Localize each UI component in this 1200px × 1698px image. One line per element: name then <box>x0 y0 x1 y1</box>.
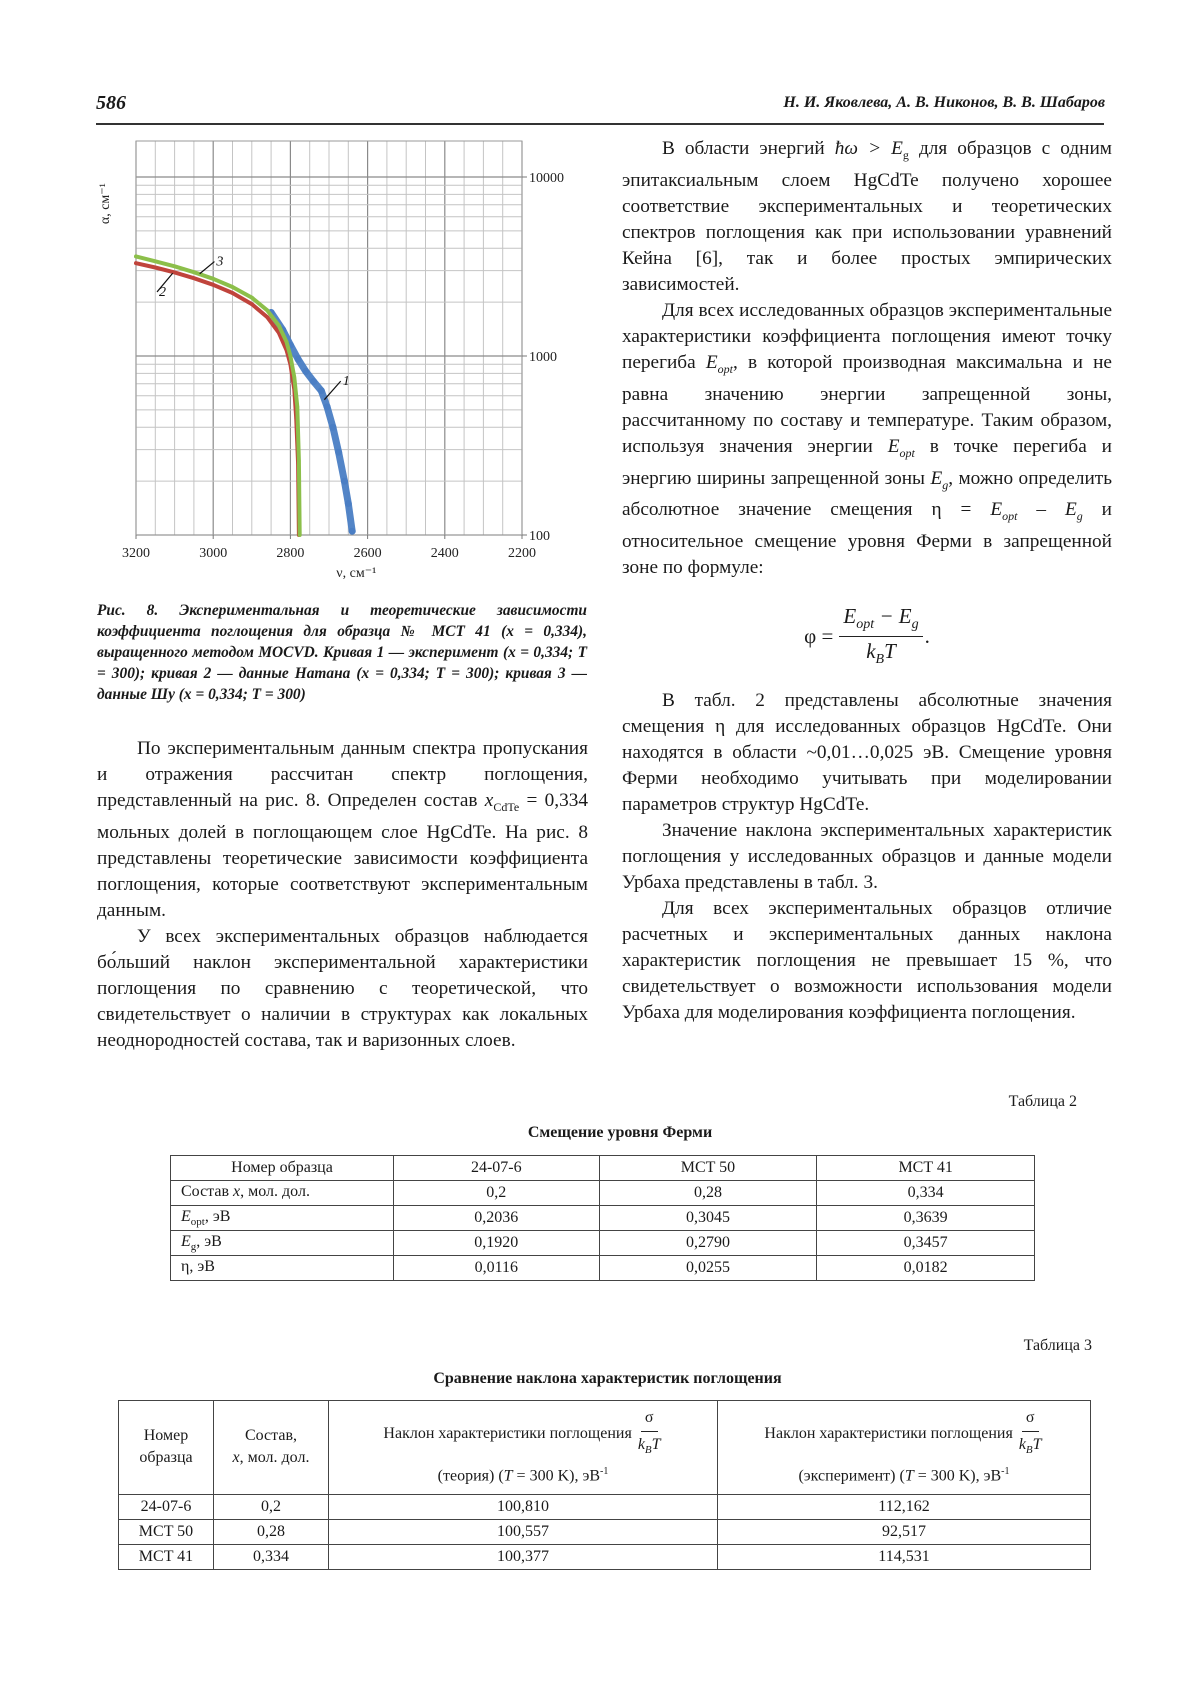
subscript: g <box>902 147 909 162</box>
page-number: 586 <box>96 92 126 114</box>
row-label <box>171 1181 394 1206</box>
variable: E <box>181 1232 191 1250</box>
text-run: Наклон характеристики поглощения <box>383 1424 632 1442</box>
data-point <box>302 368 309 375</box>
table-row <box>119 1494 1091 1519</box>
text-run: = 300 K), эВ <box>512 1467 600 1485</box>
text-run: – <box>1017 499 1065 521</box>
var-E: − E <box>874 604 912 629</box>
subscript: B <box>644 1444 652 1457</box>
subscript: g <box>190 1241 197 1254</box>
paragraph: Для всех экспериментальных образцов отличие расчетных и экспериментальных данных наклона характеристик поглощения не превышает 15 %, что свидетельствует о возможности использования модели Урбаха для моделирования коэффициента поглощения. <box>622 898 1112 1023</box>
data-point <box>154 266 158 270</box>
paragraph <box>622 298 1112 581</box>
table3-label: Таблица 3 <box>1023 1337 1092 1354</box>
text-run: Состав <box>181 1182 234 1200</box>
data-point <box>329 424 336 431</box>
right-column-top <box>622 136 1112 581</box>
y-axis-label: α, см⁻¹ <box>98 183 113 225</box>
var-E: E <box>705 351 718 373</box>
text-run: (эксперимент) ( <box>798 1467 905 1485</box>
formula-numerator <box>839 604 922 636</box>
subscript: B <box>1025 1444 1033 1457</box>
table-header-cell <box>718 1401 1091 1495</box>
table-cell-x: 0,28 <box>214 1519 329 1544</box>
paragraph: Значение наклона экспериментальных характеристик поглощения у исследованных образцов и данные модели Урбаха представлены в табл. 3. <box>622 820 1112 893</box>
data-point <box>297 459 301 463</box>
formula-lhs: φ = <box>804 623 834 648</box>
data-point <box>173 265 177 269</box>
text-run: , мол. дол. <box>240 1182 310 1200</box>
x-tick-label: 3200 <box>122 546 150 561</box>
data-point <box>349 528 356 535</box>
fraction-sigma-kbt <box>1019 1407 1042 1461</box>
var-T: T <box>904 1467 914 1485</box>
text-run: , мол. дол. <box>239 1449 310 1467</box>
text-run: По экспериментальным данным спектра пропускания и отражения рассчитан спектр поглощения, представленный на рис. 8. Определен состав <box>97 738 588 811</box>
frac-den <box>638 1432 661 1461</box>
y-tick-label: 10000 <box>529 171 564 186</box>
data-point <box>335 449 342 456</box>
table-cell-theory: 100,557 <box>329 1519 718 1544</box>
text-run: Состав, <box>244 1427 297 1445</box>
subscript: opt <box>856 617 875 633</box>
variable-x: x <box>484 790 494 811</box>
math-expression: ħω > E <box>834 138 903 159</box>
data-point <box>318 387 325 394</box>
chart-axes <box>98 171 564 581</box>
table-cell: 0,2036 <box>394 1206 600 1231</box>
data-point <box>277 324 281 328</box>
var-k: k <box>1018 1436 1026 1453</box>
chart-grid <box>136 141 522 535</box>
data-point <box>211 283 215 287</box>
table-row <box>171 1256 1035 1281</box>
subscript: opt <box>717 361 733 376</box>
table-cell-sample: MCT 50 <box>119 1519 214 1544</box>
frac-num: σ <box>641 1407 658 1432</box>
table3-title: Сравнение наклона характеристик поглощения <box>433 1370 782 1387</box>
x-tick-label: 2200 <box>508 546 536 561</box>
data-point <box>250 296 254 300</box>
y-tick-label: 1000 <box>529 350 557 365</box>
var-T: T <box>503 1467 513 1485</box>
data-point <box>154 260 158 264</box>
table2-title: Смещение уровня Ферми <box>527 1124 713 1141</box>
table-row <box>119 1544 1091 1569</box>
var-E: E <box>843 604 857 629</box>
table-cell: 0,1920 <box>394 1231 600 1256</box>
paragraph: У всех экспериментальных образцов наблюдается бо́льший наклон экспериментальной характеристики поглощения по сравнению с теоретической, что свидетельствует о наличии в структурах как локальных неоднородностей состава, так и варизонных слоев. <box>97 925 588 1051</box>
data-point <box>250 302 254 306</box>
subscript: g <box>1076 509 1083 524</box>
fraction-sigma-kbt <box>638 1407 661 1461</box>
curve-label-1: 1 <box>342 374 350 390</box>
table-header-cell <box>329 1401 718 1495</box>
table3 <box>118 1400 1091 1570</box>
table-cell: 0,3639 <box>817 1206 1035 1231</box>
data-point <box>324 403 331 410</box>
superscript: -1 <box>600 1466 609 1478</box>
variable: E <box>181 1207 191 1225</box>
var-E: E <box>990 499 1003 521</box>
data-point <box>231 291 235 295</box>
text-run: , можно определить абсолютное значение смещения η = <box>622 467 1112 521</box>
table-row <box>171 1181 1035 1206</box>
table-cell-x: 0,334 <box>214 1544 329 1569</box>
var-E: E <box>887 435 900 457</box>
data-point <box>289 354 293 358</box>
table-header-row <box>171 1156 1035 1181</box>
subscript: opt <box>899 445 915 460</box>
text-run: , эВ <box>204 1207 231 1225</box>
left-column <box>97 736 588 1054</box>
table-cell: 0,0116 <box>394 1256 600 1281</box>
data-point <box>298 533 302 537</box>
data-point <box>134 255 138 259</box>
text-run: (теория) ( <box>437 1467 504 1485</box>
text-run: = 0,334 мольных долей в поглощающем слое HgCdTe. На рис. 8 представлены теоретические зависимости коэффициента поглощения, которые соответствуют экспериментальным данным. <box>97 790 588 921</box>
table-cell: 0,0255 <box>599 1256 817 1281</box>
x-tick-label: 3000 <box>199 546 228 561</box>
table-cell: 0,3045 <box>599 1206 817 1231</box>
table2 <box>170 1155 1035 1281</box>
row-label <box>171 1256 394 1281</box>
series-line-2 <box>136 263 299 535</box>
table-row <box>119 1519 1091 1544</box>
table-row <box>171 1231 1035 1256</box>
table-cell-x: 0,2 <box>214 1494 329 1519</box>
data-point <box>285 340 289 344</box>
subscript: opt <box>1002 509 1018 524</box>
text-run: Наклон характеристики поглощения <box>764 1424 1013 1442</box>
x-tick-label: 2600 <box>353 546 382 561</box>
var-T: T <box>651 1436 661 1453</box>
table-cell: 0,3457 <box>817 1231 1035 1256</box>
figure-caption: Рис. 8. Экспериментальная и теоретические зависимости коэффициента поглощения для образца № MCT 41 (x = 0,334), выращенного методом MOCVD. Кривая 1 — эксперимент (x = 0,334; T = 300); кривая 2 — данные Натана (x = 0,334; T = 300); кривая 3 — данные Шу (x = 0,334; T = 300) <box>97 602 587 703</box>
x-axis-label: ν, см⁻¹ <box>336 566 377 581</box>
formula-denominator <box>866 637 896 668</box>
var-k: k <box>637 1436 645 1453</box>
subscript: g <box>911 617 919 633</box>
table-header-row <box>119 1401 1091 1495</box>
var-T: T <box>1032 1436 1042 1453</box>
table-cell: 0,0182 <box>817 1256 1035 1281</box>
data-point <box>310 378 317 385</box>
var-T: T <box>884 638 896 663</box>
var-E: E <box>1064 499 1077 521</box>
annotation-leader <box>200 262 215 274</box>
table-header-cell: MCT 50 <box>599 1156 817 1181</box>
table-cell: 0,2 <box>394 1181 600 1206</box>
table-header-cell: 24-07-6 <box>394 1156 600 1181</box>
subscript: B <box>875 651 885 667</box>
absorption-chart <box>82 130 602 590</box>
row-label <box>171 1206 394 1231</box>
data-point <box>192 276 196 280</box>
running-head-authors: Н. И. Яковлева, А. В. Никонов, В. В. Шабаров <box>783 94 1105 111</box>
var-x: x <box>232 1449 240 1467</box>
text-run: для образцов с одним эпитаксиальным слоем HgCdTe получено хорошее соответствие экспериментальных и теоретических спектров поглощения как при использовании уравнений Кейна [6], так и более простых эмпирических зависимостей. <box>622 138 1112 295</box>
subscript: opt <box>190 1216 205 1229</box>
table-row <box>171 1206 1035 1231</box>
table-cell-sample: 24-07-6 <box>119 1494 214 1519</box>
formula-fraction <box>839 604 922 667</box>
data-point <box>292 376 296 380</box>
data-point <box>211 277 215 281</box>
paragraph <box>622 136 1112 298</box>
x-tick-label: 2400 <box>430 546 459 561</box>
text-run: Для всех исследованных образцов экспериментальные характеристики коэффициента поглощения имеют точку перегиба <box>622 299 1112 373</box>
variable: x <box>233 1182 241 1200</box>
header-rule <box>96 123 1104 125</box>
frac-den <box>1019 1432 1042 1461</box>
y-tick-label: 100 <box>529 529 550 544</box>
data-point <box>295 356 302 363</box>
table-header-cell: Номер образца <box>171 1156 394 1181</box>
data-point <box>231 285 235 289</box>
text-run: , эВ <box>196 1232 222 1250</box>
table-cell: 0,28 <box>599 1181 817 1206</box>
table-cell: 0,2790 <box>599 1231 817 1256</box>
var-E: E <box>930 467 943 489</box>
text-run: В области энергий <box>662 138 835 159</box>
frac-num: σ <box>1022 1407 1039 1432</box>
paragraph: В табл. 2 представлены абсолютные значения смещения η для исследованных образцов HgCdTe. Они находятся в области ~0,01…0,025 эВ. Смещение уровня Ферми необходимо учитывать при моделировании параметров структур HgCdTe. <box>622 690 1112 815</box>
table-cell-experiment: 114,531 <box>718 1544 1091 1569</box>
table-header-cell: MCT 41 <box>817 1156 1035 1181</box>
data-point <box>341 478 348 485</box>
x-tick-label: 2800 <box>276 546 305 561</box>
data-point <box>345 500 352 507</box>
right-column-bottom <box>622 688 1112 1026</box>
curve-label-2: 2 <box>159 284 167 300</box>
text-run: , в которой производная максимальна и не равна значению энергии запрещенной зоны, рассчитанному по составу и температуре. Таким образом, используя значения энергии <box>622 351 1112 457</box>
data-point <box>265 309 269 313</box>
table-cell-theory: 100,377 <box>329 1544 718 1569</box>
data-point <box>296 405 300 409</box>
data-point <box>192 270 196 274</box>
data-point <box>173 271 177 275</box>
superscript: -1 <box>1001 1466 1010 1478</box>
table-cell-experiment: 92,517 <box>718 1519 1091 1544</box>
text-run: в точке перегиба и энергию ширины запрещенной зоны <box>622 435 1112 489</box>
paragraph <box>97 736 588 924</box>
formula-phi <box>622 596 1112 676</box>
subscript: CdTe <box>493 799 520 814</box>
text-run: и относительное смещение уровня Ферми в запрещенной зоне по формуле: <box>622 499 1112 579</box>
curve-label-3: 3 <box>216 254 224 270</box>
subscript: g <box>942 477 949 492</box>
text-run: η, эВ <box>181 1257 215 1275</box>
row-label <box>171 1231 394 1256</box>
text-run: = 300 K), эВ <box>913 1467 1002 1485</box>
formula-end: . <box>924 623 930 648</box>
var-k: k <box>866 638 876 663</box>
table-cell: 0,334 <box>817 1181 1035 1206</box>
data-point <box>134 261 138 265</box>
table-cell-theory: 100,810 <box>329 1494 718 1519</box>
data-point <box>265 315 269 319</box>
table-cell-experiment: 112,162 <box>718 1494 1091 1519</box>
table2-label: Таблица 2 <box>1008 1093 1077 1110</box>
table-header-cell <box>214 1401 329 1495</box>
chart-svg <box>82 130 602 590</box>
table-cell-sample: MCT 41 <box>119 1544 214 1569</box>
table-header-cell: Номер образца <box>119 1401 214 1495</box>
